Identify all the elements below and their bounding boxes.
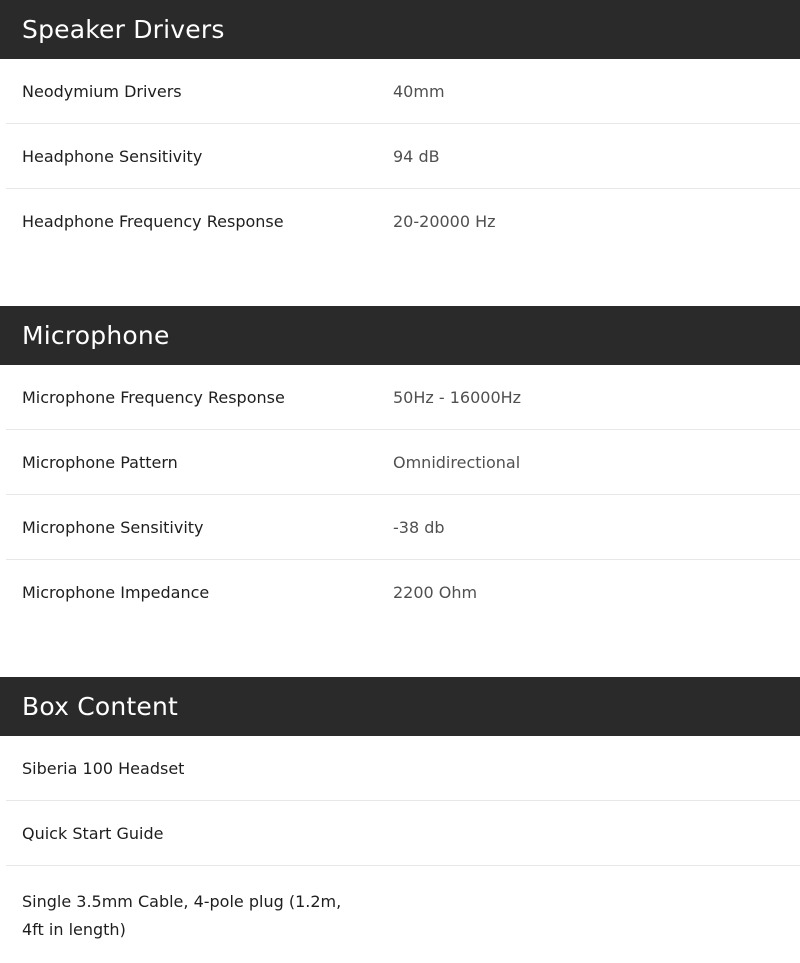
spec-row: [6, 560, 800, 625]
spec-row: [6, 189, 800, 254]
box-item-row: [6, 801, 800, 866]
section-title: Microphone: [0, 306, 800, 365]
spec-row: [6, 124, 800, 189]
spec-label: Headphone Frequency Response: [22, 212, 284, 231]
box-item-row: [6, 736, 800, 801]
spec-value: 20-20000 Hz: [393, 212, 496, 231]
section-title: Box Content: [0, 677, 800, 736]
spec-value: 2200 Ohm: [393, 583, 478, 602]
spec-value: Omnidirectional: [393, 453, 521, 472]
spec-row: [6, 430, 800, 495]
box-item-label: Siberia 100 Headset: [22, 759, 185, 778]
section-speaker-drivers: [0, 0, 800, 254]
spec-row: [6, 365, 800, 430]
spec-value: 50Hz - 16000Hz: [393, 388, 522, 407]
spec-label: Headphone Sensitivity: [22, 147, 203, 166]
spec-value: 40mm: [393, 82, 445, 101]
section-title: Speaker Drivers: [0, 0, 800, 59]
spec-value: -38 db: [393, 518, 445, 537]
spec-label: Microphone Impedance: [22, 583, 210, 602]
box-item-label: Quick Start Guide: [22, 824, 164, 843]
spec-label: Neodymium Drivers: [22, 82, 182, 101]
spec-row: [6, 59, 800, 124]
section-microphone: [0, 306, 800, 625]
box-item-row: [6, 866, 800, 950]
spec-value: 94 dB: [393, 147, 440, 166]
box-item-label: Single 3.5mm Cable, 4-pole plug (1.2m, 4ft in length): [22, 892, 342, 939]
spec-label: Microphone Frequency Response: [22, 388, 285, 407]
spec-label: Microphone Pattern: [22, 453, 178, 472]
spec-row: [6, 495, 800, 560]
spec-label: Microphone Sensitivity: [22, 518, 204, 537]
section-box-content: [0, 677, 800, 950]
